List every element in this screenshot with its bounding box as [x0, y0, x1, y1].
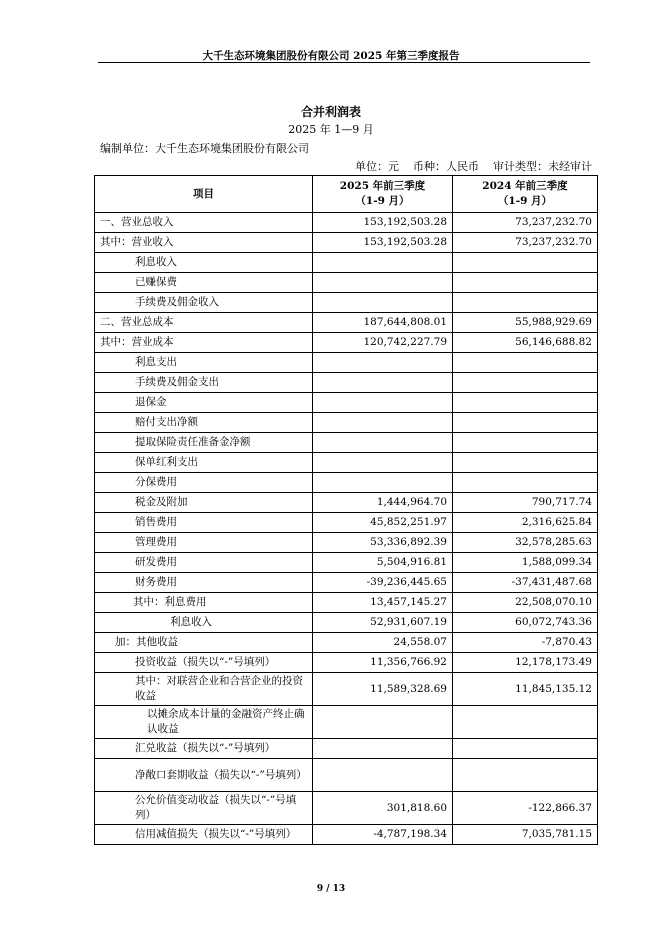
- row-current-value: [313, 759, 453, 792]
- row-label: 利息收入: [95, 613, 313, 633]
- row-prior-value: 73,237,232.70: [453, 213, 598, 233]
- table-row: [95, 293, 598, 313]
- row-label: 已赚保费: [95, 273, 313, 293]
- header-divider: [98, 62, 590, 63]
- row-current-value: 24,558.07: [313, 633, 453, 653]
- row-label: 赔付支出净额: [95, 413, 313, 433]
- row-prior-value: [453, 273, 598, 293]
- row-prior-value: -7,870.43: [453, 633, 598, 653]
- row-label: 保单红利支出: [95, 453, 313, 473]
- table-row: [95, 453, 598, 473]
- table-row: [95, 653, 598, 673]
- row-label: 其中：对联营企业和合营企业的投资收益: [95, 673, 313, 706]
- col-header-current-line2: （1-9 月）: [355, 195, 410, 207]
- row-prior-value: [453, 353, 598, 373]
- col-header-current: [313, 176, 453, 213]
- row-prior-value: 60,072,743.36: [453, 613, 598, 633]
- table-row: [95, 353, 598, 373]
- row-label: 信用减值损失（损失以“-”号填列）: [95, 825, 313, 845]
- row-prior-value: [453, 293, 598, 313]
- row-label: 二、营业总成本: [95, 313, 313, 333]
- row-label: 退保金: [95, 393, 313, 413]
- row-current-value: -4,787,198.34: [313, 825, 453, 845]
- table-row: [95, 593, 598, 613]
- row-current-value: 153,192,503.28: [313, 213, 453, 233]
- table-row: [95, 393, 598, 413]
- table-row: [95, 233, 598, 253]
- row-prior-value: 55,988,929.69: [453, 313, 598, 333]
- row-current-value: [313, 706, 453, 739]
- row-label: 利息支出: [95, 353, 313, 373]
- row-current-value: -39,236,445.65: [313, 573, 453, 593]
- table-row: [95, 825, 598, 845]
- table-row: [95, 433, 598, 453]
- table-row: [95, 633, 598, 653]
- table-row: [95, 493, 598, 513]
- row-prior-value: 32,578,285.63: [453, 533, 598, 553]
- preparing-company: 编制单位：大千生态环境集团股份有限公司: [100, 142, 309, 155]
- row-prior-value: [453, 473, 598, 493]
- table-row: [95, 513, 598, 533]
- table-row: [95, 213, 598, 233]
- table-row: [95, 253, 598, 273]
- table-row: [95, 573, 598, 593]
- row-prior-value: [453, 253, 598, 273]
- row-current-value: [313, 393, 453, 413]
- table-row: [95, 373, 598, 393]
- row-current-value: 120,742,227.79: [313, 333, 453, 353]
- row-current-value: 13,457,145.27: [313, 593, 453, 613]
- row-label: 其中：营业收入: [95, 233, 313, 253]
- table-row: [95, 413, 598, 433]
- col-header-item: 项目: [95, 176, 313, 213]
- col-header-prior-line1: 2024 年前三季度: [482, 180, 568, 192]
- row-label: 财务费用: [95, 573, 313, 593]
- row-prior-value: 12,178,173.49: [453, 653, 598, 673]
- row-label: 研发费用: [95, 553, 313, 573]
- row-prior-value: 56,146,688.82: [453, 333, 598, 353]
- row-prior-value: [453, 393, 598, 413]
- table-row: [95, 613, 598, 633]
- row-current-value: 187,644,808.01: [313, 313, 453, 333]
- row-label: 以摊余成本计量的金融资产终止确认收益: [95, 706, 313, 739]
- row-current-value: 52,931,607.19: [313, 613, 453, 633]
- row-label: 管理费用: [95, 533, 313, 553]
- row-prior-value: [453, 453, 598, 473]
- row-prior-value: 1,588,099.34: [453, 553, 598, 573]
- row-current-value: [313, 739, 453, 759]
- statement-title: 合并利润表: [300, 105, 361, 119]
- row-prior-value: 11,845,135.12: [453, 673, 598, 706]
- row-current-value: [313, 273, 453, 293]
- row-label: 其中：营业成本: [95, 333, 313, 353]
- row-current-value: 1,444,964.70: [313, 493, 453, 513]
- row-current-value: 5,504,916.81: [313, 553, 453, 573]
- page-header: 大千生态环境集团股份有限公司 2025 年第三季度报告: [202, 50, 460, 62]
- row-prior-value: [453, 373, 598, 393]
- row-current-value: [313, 413, 453, 433]
- table-row: [95, 473, 598, 493]
- row-current-value: [313, 353, 453, 373]
- row-prior-value: 73,237,232.70: [453, 233, 598, 253]
- col-header-prior-line2: （1-9 月）: [497, 195, 553, 207]
- statement-period: 2025 年 1—9 月: [288, 123, 374, 136]
- row-prior-value: [453, 433, 598, 453]
- row-prior-value: [453, 413, 598, 433]
- row-current-value: 11,589,328.69: [313, 673, 453, 706]
- table-row: [95, 706, 598, 739]
- row-prior-value: [453, 739, 598, 759]
- row-current-value: 301,818.60: [313, 792, 453, 825]
- row-label: 一、营业总收入: [95, 213, 313, 233]
- row-current-value: 153,192,503.28: [313, 233, 453, 253]
- row-label: 汇兑收益（损失以“-”号填列）: [95, 739, 313, 759]
- row-current-value: 11,356,766.92: [313, 653, 453, 673]
- row-label: 销售费用: [95, 513, 313, 533]
- row-current-value: [313, 433, 453, 453]
- table-row: [95, 759, 598, 792]
- income-statement-table: [94, 175, 598, 845]
- row-prior-value: 7,035,781.15: [453, 825, 598, 845]
- row-label: 提取保险责任准备金净额: [95, 433, 313, 453]
- row-label: 税金及附加: [95, 493, 313, 513]
- row-prior-value: 2,316,625.84: [453, 513, 598, 533]
- row-label: 投资收益（损失以“-”号填列）: [95, 653, 313, 673]
- table-row: [95, 792, 598, 825]
- row-label: 利息收入: [95, 253, 313, 273]
- row-prior-value: [453, 759, 598, 792]
- page-number: 9 / 13: [316, 884, 346, 894]
- units-line: 单位：元 币种：人民币 审计类型：未经审计: [355, 160, 592, 173]
- table-row: [95, 673, 598, 706]
- row-current-value: [313, 453, 453, 473]
- row-label: 净敞口套期收益（损失以“-”号填列）: [95, 759, 313, 792]
- table-header-row: [95, 176, 598, 213]
- col-header-prior: [453, 176, 598, 213]
- row-prior-value: -37,431,487.68: [453, 573, 598, 593]
- row-current-value: [313, 293, 453, 313]
- row-current-value: [313, 253, 453, 273]
- row-label: 手续费及佣金收入: [95, 293, 313, 313]
- row-prior-value: 790,717.74: [453, 493, 598, 513]
- table-row: [95, 533, 598, 553]
- row-prior-value: [453, 706, 598, 739]
- row-current-value: 45,852,251.97: [313, 513, 453, 533]
- row-label: 公允价值变动收益（损失以“-”号填列）: [95, 792, 313, 825]
- row-prior-value: 22,508,070.10: [453, 593, 598, 613]
- table-row: [95, 739, 598, 759]
- row-label: 其中：利息费用: [95, 593, 313, 613]
- row-label: 分保费用: [95, 473, 313, 493]
- table-row: [95, 273, 598, 293]
- row-current-value: 53,336,892.39: [313, 533, 453, 553]
- row-prior-value: -122,866.37: [453, 792, 598, 825]
- table-row: [95, 333, 598, 353]
- row-current-value: [313, 373, 453, 393]
- row-label: 手续费及佣金支出: [95, 373, 313, 393]
- row-label: 加：其他收益: [95, 633, 313, 653]
- row-current-value: [313, 473, 453, 493]
- table-row: [95, 313, 598, 333]
- col-header-current-line1: 2025 年前三季度: [339, 180, 426, 192]
- table-row: [95, 553, 598, 573]
